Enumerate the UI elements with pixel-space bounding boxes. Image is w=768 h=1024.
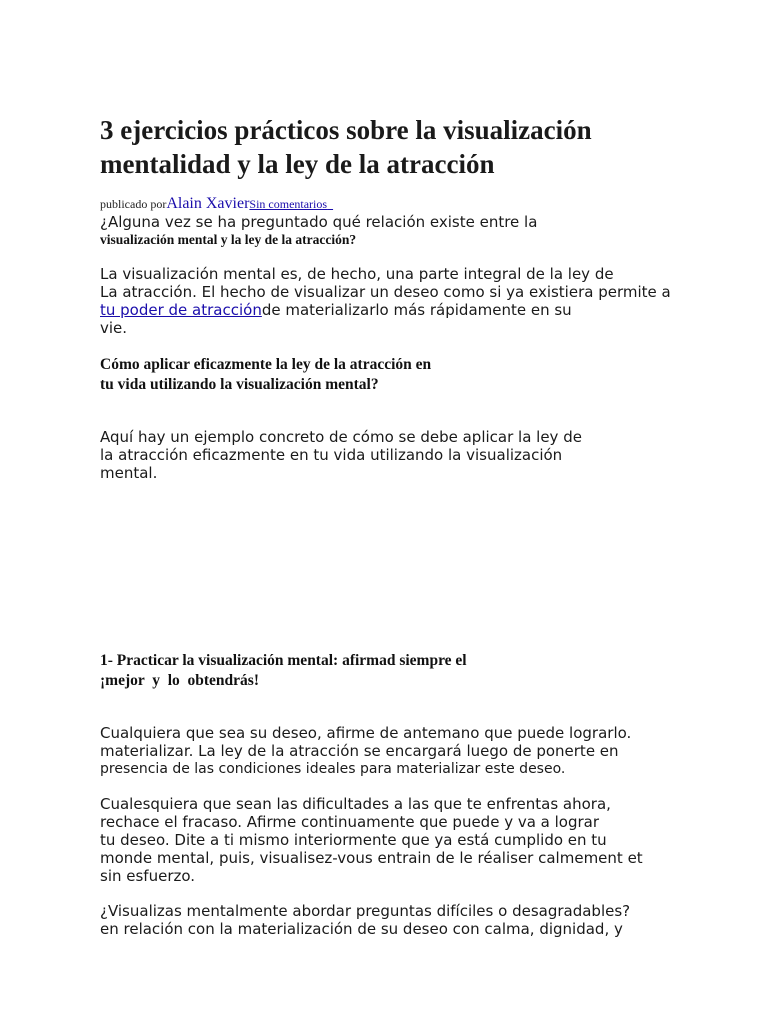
para3-line3: presencia de las condiciones ideales para materializar este deseo. — [100, 761, 566, 777]
article-title-line2: mentalidad y la ley de la atracción — [100, 149, 495, 179]
para1-line1: La visualización mental es, de hecho, una parte integral de la ley de — [100, 265, 614, 283]
para4-line4: monde mental, puis, visualisez-vous entrain de le réaliser calmement et — [100, 849, 643, 867]
para4-line1: Cualesquiera que sean las dificultades a las que te enfrentas ahora, — [100, 795, 611, 813]
heading2-line1: 1- Practicar la visualización mental: afirmad siempre el — [100, 652, 467, 669]
para4-line5: sin esfuerzo. — [100, 867, 196, 885]
para3-line1: Cualquiera que sea su deseo, afirme de antemano que puede lograrlo. — [100, 724, 632, 742]
comments-link[interactable]: Sin comentarios — [249, 197, 328, 211]
heading1-line1: Cómo aplicar eficazmente la ley de la atracción en — [100, 356, 432, 373]
para1-line3 — [100, 301, 572, 319]
intro-line1: ¿Alguna vez se ha preguntado qué relación existe entre la — [100, 213, 538, 231]
para1-line4: vie. — [100, 319, 128, 337]
para2-line3: mental. — [100, 464, 158, 482]
para5-line1: ¿Visualizas mentalmente abordar preguntas difíciles o desagradables? — [100, 902, 631, 920]
para4-line3: tu deseo. Dite a ti mismo interiormente que ya está cumplido en tu — [100, 831, 607, 849]
published-by-label: publicado por — [100, 197, 167, 211]
article-meta — [100, 195, 333, 213]
article-title-line1: 3 ejercicios prácticos sobre la visualización — [100, 115, 592, 145]
heading1-line2: tu vida utilizando la visualización mental? — [100, 376, 379, 393]
para2-line2: la atracción eficazmente en tu vida utilizando la visualización — [100, 446, 563, 464]
intro-line2: visualización mental y la ley de la atracción? — [100, 232, 357, 247]
attraction-power-link[interactable]: tu poder de atracción — [100, 301, 262, 319]
heading2-line2: ¡mejor y lo obtendrás! — [100, 672, 259, 689]
para3-line2: materializar. La ley de la atracción se encargará luego de ponerte en — [100, 742, 619, 760]
author-link[interactable]: Alain Xavier — [166, 195, 250, 212]
para2-line1: Aquí hay un ejemplo concreto de cómo se debe aplicar la ley de — [100, 428, 582, 446]
para4-line2: rechace el fracaso. Afirme continuamente que puede y va a lograr — [100, 813, 600, 831]
para1-line2: La atracción. El hecho de visualizar un deseo como si ya existiera permite a — [100, 283, 671, 301]
para5-line2: en relación con la materialización de su deseo con calma, dignidad, y — [100, 920, 623, 938]
para1-line3-rest: de materializarlo más rápidamente en su — [261, 301, 572, 319]
